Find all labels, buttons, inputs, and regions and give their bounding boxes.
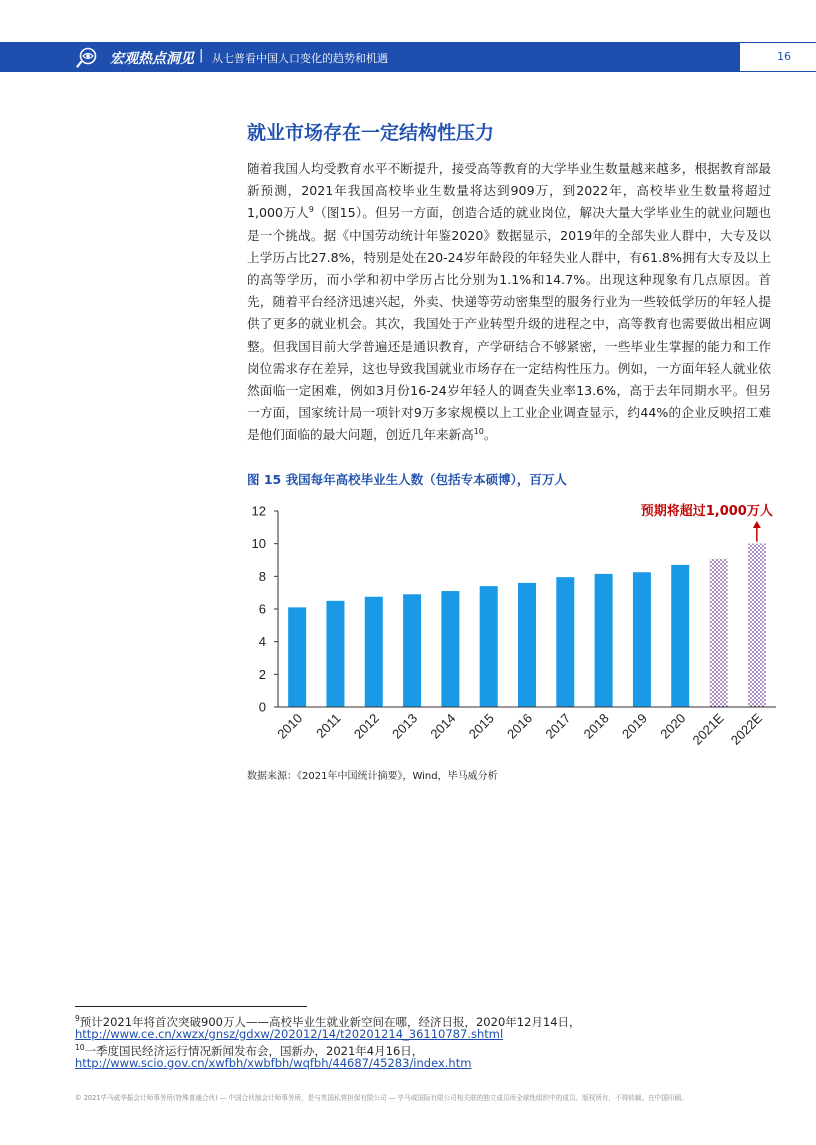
page-number: 16 <box>777 50 791 63</box>
bar-2014 <box>441 591 459 707</box>
x-tick-label: 2016 <box>504 710 536 742</box>
bar-2017 <box>556 577 574 707</box>
annotation-arrow-head <box>753 521 761 528</box>
bar-2016 <box>518 583 536 707</box>
figure-title: 图 15 我国每年高校毕业生人数（包括专本硕博），百万人 <box>247 472 567 487</box>
bars <box>288 544 766 707</box>
y-tick-label: 12 <box>251 503 266 519</box>
series-title: 宏观热点洞见 <box>110 51 194 67</box>
bar-2020 <box>671 565 689 707</box>
y-tick-label: 6 <box>258 601 266 617</box>
figure-source: 数据来源：《2021年中国统计摘要》，Wind，毕马威分析 <box>247 771 498 782</box>
footnote-ref-9[interactable]: 9 <box>308 205 314 215</box>
y-tick-label: 8 <box>258 568 266 584</box>
header-separator: | <box>199 48 204 63</box>
x-tick-label: 2013 <box>389 710 421 742</box>
footnote-divider <box>75 1006 307 1007</box>
copyright-notice: © 2021毕马威华振会计师事务所(特殊普通合伙) — 中国合伙制会计师事务所，是与英国私营担保有限公司 — 毕马威国际有限公司相关联的独立成员所全球性组织中的成员。版权所有，不得转载。在中国印刷。 <box>75 1094 688 1102</box>
bar-2010 <box>288 607 306 707</box>
x-tick-label: 2017 <box>542 710 574 742</box>
bar-2022E <box>748 544 766 707</box>
footnote-link[interactable]: http://www.scio.gov.cn/xwfbh/xwbfbh/wqfbh/44687/45283/index.htm <box>75 1056 472 1070</box>
header-band <box>0 42 740 72</box>
bar-2011 <box>326 601 344 707</box>
x-tick-label: 2015 <box>465 710 497 742</box>
bar-2019 <box>633 572 651 707</box>
x-tick-label: 2019 <box>618 710 651 742</box>
graduates-bar-chart <box>240 495 780 760</box>
annotation-label: 预期将超过1,000万人 <box>640 504 773 519</box>
section-title: 就业市场存在一定结构性压力 <box>247 122 495 144</box>
x-tick-label: 2011 <box>313 710 344 741</box>
y-axis <box>252 504 278 715</box>
footnote-number: 9 <box>75 1014 80 1023</box>
x-tick-label: 2020 <box>657 710 689 742</box>
y-tick-label: 2 <box>258 666 266 682</box>
x-tick-label: 2018 <box>580 710 612 742</box>
y-tick-label: 4 <box>258 634 266 650</box>
annotation <box>641 503 773 542</box>
x-tick-label: 2014 <box>427 710 459 742</box>
x-tick-label: 2022E <box>727 710 765 748</box>
footnote-10-url <box>75 1055 471 1071</box>
body-text-part-3: 。 <box>483 427 497 443</box>
x-tick-label: 2012 <box>350 710 382 742</box>
x-axis <box>274 707 776 748</box>
bar-2012 <box>365 597 383 707</box>
footnote-ref-10[interactable]: 10 <box>473 427 484 437</box>
body-text-part-2: （图15）。但另一方面，创造合适的就业岗位，解决大量大学毕业生的就业问题也是一个挑战。据《中国劳动统计年鉴2020》数据显示，2019年的全部失业人群中，大专及以上学历占比27.8%，特别是处在20-24岁年龄段的年轻失业人群中，有61.8%拥有大专及以上的高等学历，而小学和初中学历占比分别为1.1%和14.7%。出现这种现象有几点原因。首先，随着平台经济迅速兴起，外卖、快递等劳动密集型的服务行业为一些较低学历的年轻人提供了更多的就业机会。其次，我国处于产业转型升级的进程之中，高等教育也需要做出相应调整。但我国目前大学普遍还是通识教育，产学研结合不够紧密，一些毕业生掌握的能力和工作岗位需求存在差异，这也导致我国就业市场存在一定结构性压力。例如，一方面年轻人就业依然面临一定困难，例如3月份16-24岁年轻人的调查失业率13.6%，高于去年同期水平。但另一方面，国家统计局一项针对9万多家规模以上工业企业调查显示，约44%的企业反映招工难是他们面临的最大问题，创近几年来新高 <box>247 205 771 443</box>
body-text-part-1: 随着我国人均受教育水平不断提升，接受高等教育的大学毕业生数量越来越多，根据教育部最新预测，2021年我国高校毕业生数量将达到909万，到2022年，高校毕业生数量将超过1,000万人 <box>247 161 771 221</box>
magnifier-logo-icon <box>76 46 102 68</box>
bar-2013 <box>403 594 421 707</box>
bar-2021E <box>710 559 728 707</box>
body-paragraph <box>247 158 771 447</box>
x-tick-label: 2021E <box>689 710 727 748</box>
report-title: 从七普看中国人口变化的趋势和机遇 <box>212 52 388 65</box>
y-tick-label: 0 <box>258 699 266 715</box>
header-bar <box>0 42 816 72</box>
footnote-text: 一季度国民经济运行情况新闻发布会，国新办，2021年4月16日， <box>84 1043 424 1058</box>
page-number-tab <box>740 42 816 72</box>
bar-2018 <box>595 574 613 707</box>
bar-2015 <box>480 586 498 707</box>
footnote-number: 10 <box>75 1043 85 1052</box>
footnote-link[interactable]: http://www.ce.cn/xwzx/gnsz/gdxw/202012/14/t20201214_36110787.shtml <box>75 1027 504 1041</box>
footnote-text: 预计2021年将首次突破900万人——高校毕业生就业新空间在哪，经济日报，2020年12月14日， <box>79 1014 581 1029</box>
y-tick-label: 10 <box>251 536 266 552</box>
x-tick-label: 2010 <box>274 710 306 742</box>
